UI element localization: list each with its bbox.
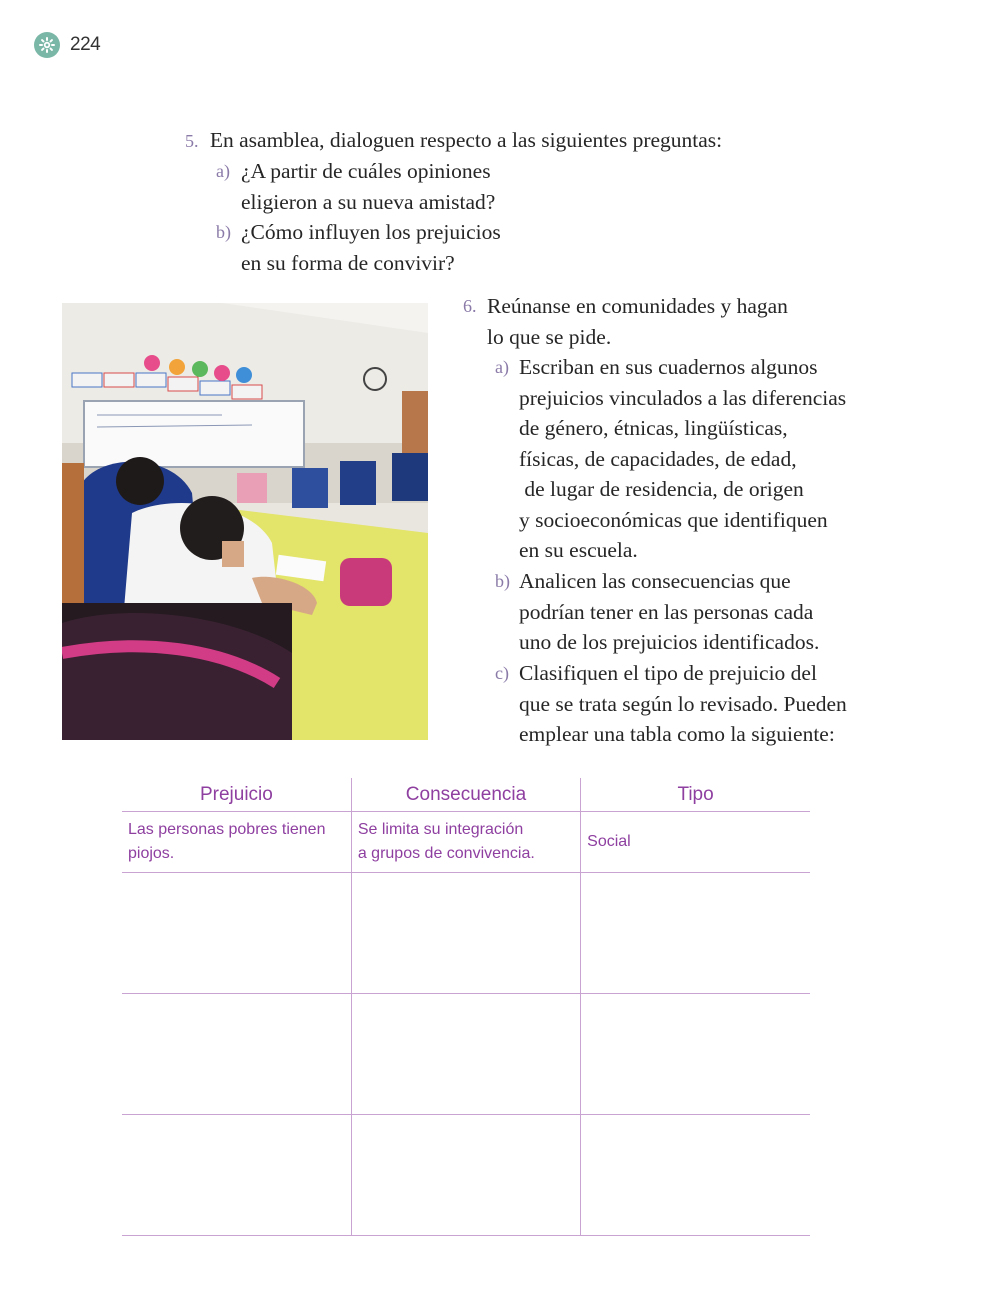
column-header-consecuencia: Consecuencia: [351, 778, 580, 812]
question-5a: [216, 156, 495, 217]
blank-cell[interactable]: [581, 994, 810, 1115]
question-6-line: lo que se pide.: [487, 324, 612, 349]
question-6a-line: prejuicios vinculados a las diferencias: [519, 385, 847, 410]
example-prejuicio-line: Las personas pobres tienen: [128, 821, 326, 838]
question-6a-label: a): [495, 357, 509, 377]
blank-cell[interactable]: [351, 1115, 580, 1236]
question-6a: [495, 352, 846, 566]
question-5a-line: ¿A partir de cuáles opiniones: [241, 159, 491, 183]
blank-cell[interactable]: [581, 1115, 810, 1236]
question-6a-line: y socioeconómicas que identifiquen: [519, 507, 828, 532]
blank-cell[interactable]: [351, 994, 580, 1115]
classroom-photo: [62, 303, 428, 740]
question-6b: [495, 566, 819, 658]
question-5b: [216, 217, 501, 278]
question-6b-label: b): [495, 571, 510, 591]
example-consecuencia-line: a grupos de convivencia.: [357, 845, 535, 862]
question-6c-line: emplear una tabla como la siguiente:: [519, 722, 835, 746]
question-6c-line: que se trata según lo revisado. Pueden: [519, 691, 847, 716]
blank-cell[interactable]: [351, 873, 580, 994]
column-header-prejuicio: Prejuicio: [122, 778, 351, 812]
column-header-tipo: Tipo: [581, 778, 810, 812]
question-6a-line: en su escuela.: [519, 538, 638, 562]
table-row: [122, 1115, 810, 1236]
question-6a-line: Escriban en sus cuadernos algunos: [519, 355, 818, 379]
example-prejuicio-cell: [122, 812, 351, 873]
question-6a-line: físicas, de capacidades, de edad,: [519, 446, 797, 471]
question-6c-label: c): [495, 663, 509, 683]
page-number: [34, 32, 100, 58]
blank-cell[interactable]: [122, 994, 351, 1115]
blank-cell[interactable]: [581, 873, 810, 994]
question-6a-line: de género, étnicas, lingüísticas,: [519, 416, 788, 440]
blank-cell[interactable]: [122, 873, 351, 994]
table-header-row: [122, 778, 810, 812]
table-row: [122, 873, 810, 994]
question-6b-line: Analicen las consecuencias que: [519, 569, 791, 593]
example-prejuicio-line: piojos.: [128, 845, 175, 862]
example-consecuencia-cell: [351, 812, 580, 873]
table-row-example: [122, 812, 810, 873]
blank-cell[interactable]: [122, 1115, 351, 1236]
question-5-text: En asamblea, dialoguen respecto a las siguientes preguntas:: [209, 128, 723, 152]
page-number-text: 224: [70, 34, 101, 55]
question-6b-line: uno de los prejuicios identificados.: [519, 630, 820, 654]
question-5b-line: ¿Cómo influyen los prejuicios: [241, 220, 501, 244]
question-5: [185, 125, 722, 157]
question-5b-line: en su forma de convivir?: [241, 250, 455, 275]
question-6c-line: Clasifiquen el tipo de prejuicio del: [519, 661, 817, 685]
gear-flower-icon: [34, 32, 60, 58]
table-row: [122, 994, 810, 1115]
question-5-label: 5.: [185, 131, 199, 151]
question-5b-label: b): [216, 222, 231, 242]
question-6b-line: podrían tener en las personas cada: [519, 599, 814, 624]
question-5a-line: eligieron a su nueva amistad?: [241, 189, 496, 214]
question-6-line: Reúnanse en comunidades y hagan: [487, 294, 788, 318]
prejudice-table: [122, 778, 810, 1236]
question-5a-label: a): [216, 161, 230, 181]
question-6c: [495, 658, 847, 750]
question-6: [463, 291, 788, 352]
question-6a-line: de lugar de residencia, de origen: [519, 477, 804, 501]
example-tipo-cell: Social: [581, 812, 810, 873]
question-6-label: 6.: [463, 296, 477, 316]
example-consecuencia-line: Se limita su integración: [357, 821, 524, 838]
